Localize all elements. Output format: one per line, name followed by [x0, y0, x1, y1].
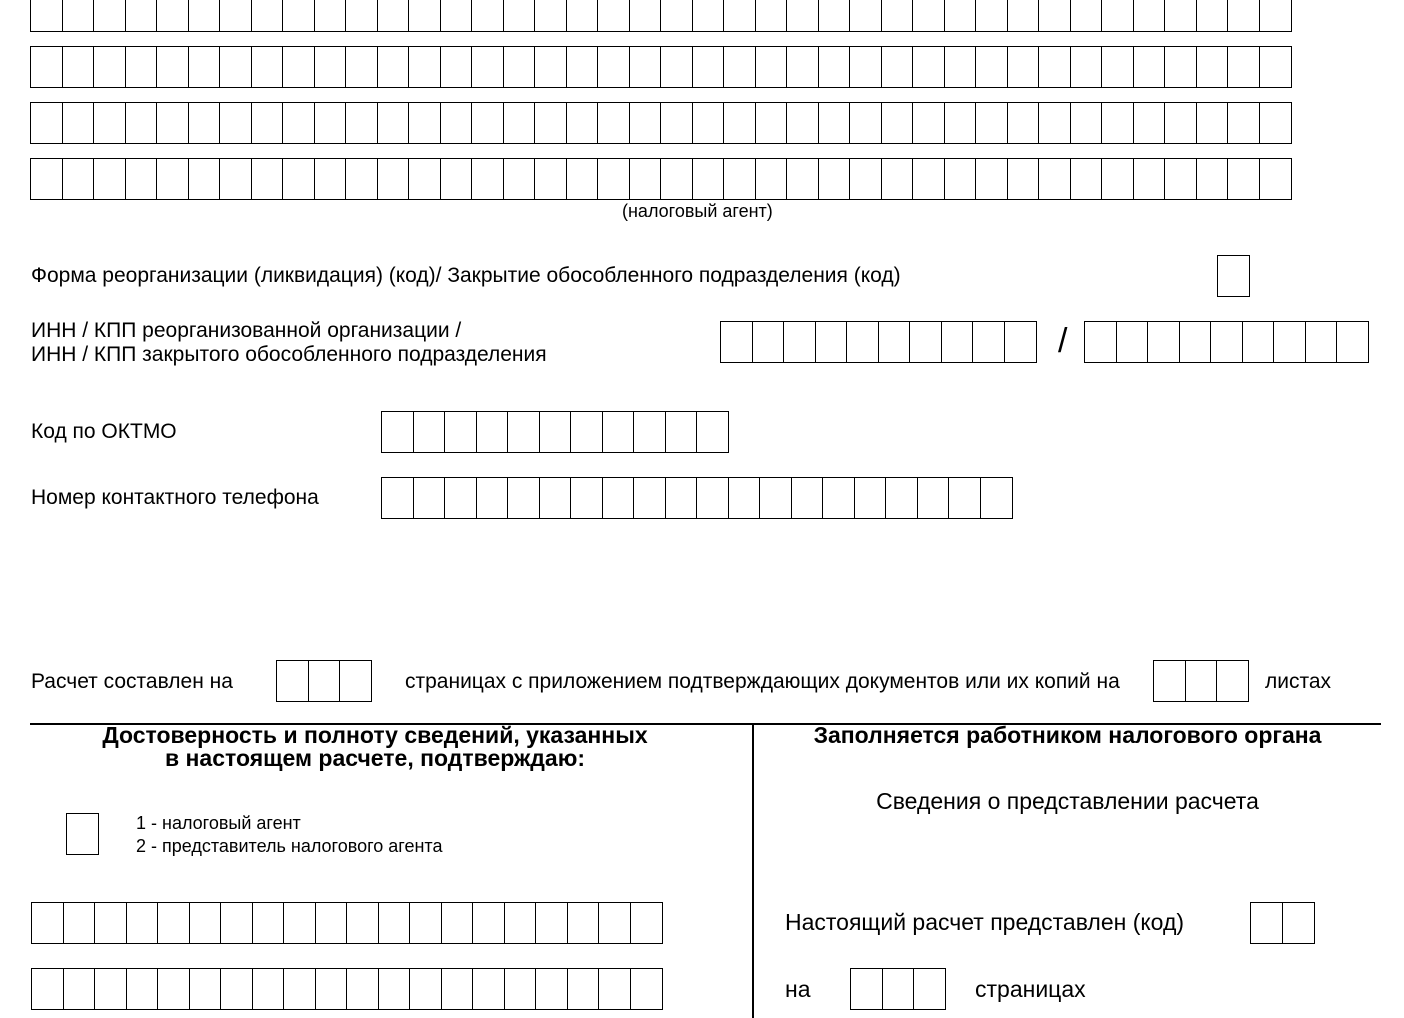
- agent-name-row-2-cell[interactable]: [188, 46, 221, 88]
- agent-name-row-1-cell[interactable]: [503, 0, 536, 32]
- agent-name-row-2-cell[interactable]: [1101, 46, 1134, 88]
- agent-name-row-1-cell[interactable]: [881, 0, 914, 32]
- agent-name-row-3-cell[interactable]: [156, 102, 189, 144]
- agent-name-row-4-cell[interactable]: [944, 158, 977, 200]
- agent-name-row-3-cell[interactable]: [345, 102, 378, 144]
- agent-name-row-3-cell[interactable]: [377, 102, 410, 144]
- agent-name-row-3-cell[interactable]: [30, 102, 63, 144]
- left-header-line1: Достоверность и полноту сведений, указанных: [102, 722, 648, 748]
- signer-name-row-1-cell[interactable]: [535, 902, 568, 944]
- agent-name-row-1-cell[interactable]: [377, 0, 410, 32]
- signer-name-row-1-cell[interactable]: [126, 902, 159, 944]
- pages-middle-label: страницах с приложением подтверждающих документов или их копий на: [405, 670, 1120, 693]
- signer-option-2: 2 - представитель налогового агента: [136, 836, 443, 856]
- agent-name-row-1-cell[interactable]: [188, 0, 221, 32]
- agent-name-row-1-cell[interactable]: [818, 0, 851, 32]
- agent-name-row-2-cell[interactable]: [345, 46, 378, 88]
- signer-name-row-2-cell[interactable]: [535, 968, 568, 1010]
- signer-name-row-2-cell[interactable]: [315, 968, 348, 1010]
- agent-name-row-4-cell[interactable]: [660, 158, 693, 200]
- signer-name-row-1-cell[interactable]: [409, 902, 442, 944]
- oktmo-label: Код по ОКТМО: [31, 420, 177, 443]
- agent-name-row-4-cell[interactable]: [1038, 158, 1071, 200]
- agent-name-row-2-cell[interactable]: [1259, 46, 1292, 88]
- pages-count-grid-cell[interactable]: [339, 660, 372, 702]
- signer-name-row-2-cell[interactable]: [157, 968, 190, 1010]
- agent-name-row-4-cell[interactable]: [1070, 158, 1103, 200]
- kpp-grid-cell[interactable]: [1210, 321, 1243, 363]
- agent-name-row-2-cell[interactable]: [93, 46, 126, 88]
- agent-name-row-2-cell[interactable]: [125, 46, 158, 88]
- agent-name-row-2-cell[interactable]: [1007, 46, 1040, 88]
- reorg-form-code-box-cell[interactable]: [1217, 255, 1250, 297]
- agent-name-row-4-cell[interactable]: [125, 158, 158, 200]
- agent-name-row-3-cell[interactable]: [1070, 102, 1103, 144]
- submission-code-grid-cell[interactable]: [1282, 902, 1315, 944]
- signer-name-row-1-cell[interactable]: [378, 902, 411, 944]
- signer-name-row-2-cell[interactable]: [378, 968, 411, 1010]
- agent-name-row-2-cell[interactable]: [881, 46, 914, 88]
- signer-type-code-box[interactable]: [66, 813, 99, 855]
- submission-pages-grid-cell[interactable]: [850, 968, 883, 1010]
- agent-name-row-2-cell[interactable]: [377, 46, 410, 88]
- agent-name-row-2-cell[interactable]: [156, 46, 189, 88]
- signer-name-row-2-cell[interactable]: [283, 968, 316, 1010]
- kpp-grid-cell[interactable]: [1336, 321, 1369, 363]
- agent-name-row-3-cell[interactable]: [282, 102, 315, 144]
- signer-name-row-2-cell[interactable]: [598, 968, 631, 1010]
- signer-name-row-1-cell[interactable]: [598, 902, 631, 944]
- signer-name-row-2-cell[interactable]: [220, 968, 253, 1010]
- agent-name-row-3-cell[interactable]: [1227, 102, 1260, 144]
- agent-name-row-3-cell[interactable]: [1007, 102, 1040, 144]
- signer-name-row-2-cell[interactable]: [31, 968, 64, 1010]
- agent-name-row-2-cell[interactable]: [282, 46, 315, 88]
- agent-name-row-4-cell[interactable]: [314, 158, 347, 200]
- phone-grid-cell[interactable]: [539, 477, 572, 519]
- agent-name-row-1-cell[interactable]: [345, 0, 378, 32]
- signer-name-row-1-cell[interactable]: [441, 902, 474, 944]
- agent-name-row-1-cell[interactable]: [692, 0, 725, 32]
- signer-name-row-1-cell[interactable]: [315, 902, 348, 944]
- agent-name-row-1-cell[interactable]: [1070, 0, 1103, 32]
- agent-name-row-4-cell[interactable]: [471, 158, 504, 200]
- phone-grid-cell[interactable]: [444, 477, 477, 519]
- agent-name-row-1-cell[interactable]: [62, 0, 95, 32]
- agent-name-row-1-cell[interactable]: [723, 0, 756, 32]
- agent-name-row-3-cell[interactable]: [62, 102, 95, 144]
- kpp-grid-cell[interactable]: [1179, 321, 1212, 363]
- phone-grid[interactable]: [381, 477, 1013, 519]
- agent-name-row-3-cell[interactable]: [1133, 102, 1166, 144]
- phone-grid-cell[interactable]: [413, 477, 446, 519]
- pages-count-grid-cell[interactable]: [276, 660, 309, 702]
- agent-name-row-4-cell[interactable]: [345, 158, 378, 200]
- inn-grid-cell[interactable]: [909, 321, 942, 363]
- agent-name-row-1-cell[interactable]: [566, 0, 599, 32]
- phone-grid-cell[interactable]: [696, 477, 729, 519]
- phone-grid-cell[interactable]: [665, 477, 698, 519]
- agent-name-row-2-cell[interactable]: [314, 46, 347, 88]
- phone-label: Номер контактного телефона: [31, 486, 319, 509]
- signer-name-row-2-cell[interactable]: [409, 968, 442, 1010]
- agent-name-row-4-cell[interactable]: [1007, 158, 1040, 200]
- agent-name-row-1[interactable]: [30, 0, 1292, 32]
- signer-name-row-1[interactable]: [31, 902, 663, 944]
- agent-name-row-3-cell[interactable]: [912, 102, 945, 144]
- agent-name-row-1-cell[interactable]: [1164, 0, 1197, 32]
- agent-name-row-4-cell[interactable]: [503, 158, 536, 200]
- agent-name-row-4-cell[interactable]: [1259, 158, 1292, 200]
- agent-name-row-4-cell[interactable]: [408, 158, 441, 200]
- agent-name-row-3-cell[interactable]: [408, 102, 441, 144]
- agent-name-row-4-cell[interactable]: [786, 158, 819, 200]
- agent-name-row-2-cell[interactable]: [975, 46, 1008, 88]
- submission-pages-suffix: страницах: [975, 976, 1086, 1002]
- oktmo-grid-cell[interactable]: [602, 411, 635, 453]
- agent-name-row-2-cell[interactable]: [62, 46, 95, 88]
- signer-name-row-2-cell[interactable]: [504, 968, 537, 1010]
- agent-name-row-2-cell[interactable]: [534, 46, 567, 88]
- phone-grid-cell[interactable]: [948, 477, 981, 519]
- agent-name-row-1-cell[interactable]: [597, 0, 630, 32]
- agent-name-row-1-cell[interactable]: [849, 0, 882, 32]
- agent-name-row-1-cell[interactable]: [440, 0, 473, 32]
- signer-name-row-1-cell[interactable]: [504, 902, 537, 944]
- agent-name-row-2-cell[interactable]: [1133, 46, 1166, 88]
- agent-name-row-4-cell[interactable]: [188, 158, 221, 200]
- agent-name-row-1-cell[interactable]: [975, 0, 1008, 32]
- agent-name-row-2-cell[interactable]: [30, 46, 63, 88]
- inn-grid-cell[interactable]: [941, 321, 974, 363]
- signer-type-code-box-cell[interactable]: [66, 813, 99, 855]
- agent-name-row-3-cell[interactable]: [944, 102, 977, 144]
- signer-name-row-2-cell[interactable]: [567, 968, 600, 1010]
- agent-name-row-2-cell[interactable]: [219, 46, 252, 88]
- signer-name-row-2-cell[interactable]: [252, 968, 285, 1010]
- agent-name-row-4-cell[interactable]: [282, 158, 315, 200]
- sheets-count-grid-cell[interactable]: [1153, 660, 1186, 702]
- phone-grid-cell[interactable]: [633, 477, 666, 519]
- signer-name-row-2-cell[interactable]: [126, 968, 159, 1010]
- inn-grid-cell[interactable]: [815, 321, 848, 363]
- oktmo-grid-cell[interactable]: [381, 411, 414, 453]
- agent-name-row-1-cell[interactable]: [1101, 0, 1134, 32]
- agent-name-row-1-cell[interactable]: [471, 0, 504, 32]
- agent-name-row-1-cell[interactable]: [30, 0, 63, 32]
- agent-name-row-1-cell[interactable]: [1133, 0, 1166, 32]
- signer-option-1: 1 - налоговый агент: [136, 813, 301, 833]
- signer-name-row-2-cell[interactable]: [63, 968, 96, 1010]
- agent-name-row-1-cell[interactable]: [251, 0, 284, 32]
- pages-prefix-label: Расчет составлен на: [31, 670, 233, 693]
- agent-name-row-3-cell[interactable]: [534, 102, 567, 144]
- inn-grid-cell[interactable]: [846, 321, 879, 363]
- agent-name-row-4-cell[interactable]: [723, 158, 756, 200]
- agent-name-row-1-cell[interactable]: [1038, 0, 1071, 32]
- signer-name-row-2-cell[interactable]: [441, 968, 474, 1010]
- signer-name-row-1-cell[interactable]: [220, 902, 253, 944]
- signer-name-row-2-cell[interactable]: [346, 968, 379, 1010]
- phone-grid-cell[interactable]: [822, 477, 855, 519]
- agent-name-row-1-cell[interactable]: [944, 0, 977, 32]
- agent-name-row-2-cell[interactable]: [944, 46, 977, 88]
- agent-name-row-1-cell[interactable]: [314, 0, 347, 32]
- submission-pages-grid[interactable]: [850, 968, 946, 1010]
- agent-name-row-4-cell[interactable]: [440, 158, 473, 200]
- oktmo-grid-cell[interactable]: [476, 411, 509, 453]
- sheets-count-grid-cell[interactable]: [1216, 660, 1249, 702]
- agent-name-row-1-cell[interactable]: [219, 0, 252, 32]
- submission-code-grid-cell[interactable]: [1250, 902, 1283, 944]
- agent-name-row-4-cell[interactable]: [912, 158, 945, 200]
- agent-name-row-3-cell[interactable]: [1038, 102, 1071, 144]
- agent-name-row-3-cell[interactable]: [660, 102, 693, 144]
- agent-name-row-3-cell[interactable]: [219, 102, 252, 144]
- oktmo-grid[interactable]: [381, 411, 729, 453]
- agent-name-row-2-cell[interactable]: [1164, 46, 1197, 88]
- agent-name-row-4-cell[interactable]: [881, 158, 914, 200]
- agent-name-row-2-cell[interactable]: [566, 46, 599, 88]
- phone-grid-cell[interactable]: [381, 477, 414, 519]
- agent-name-row-3-cell[interactable]: [597, 102, 630, 144]
- agent-name-row-3-cell[interactable]: [881, 102, 914, 144]
- agent-name-row-3-cell[interactable]: [125, 102, 158, 144]
- inn-grid-cell[interactable]: [783, 321, 816, 363]
- inn-kpp-separator: /: [1058, 322, 1068, 360]
- submission-code-label: Настоящий расчет представлен (код): [785, 909, 1185, 935]
- signer-name-row-1-cell[interactable]: [283, 902, 316, 944]
- inn-grid-cell[interactable]: [1004, 321, 1037, 363]
- right-header: Заполняется работником налогового органа: [813, 722, 1322, 748]
- oktmo-grid-cell[interactable]: [539, 411, 572, 453]
- agent-name-row-4-cell[interactable]: [93, 158, 126, 200]
- agent-name-row-4-cell[interactable]: [566, 158, 599, 200]
- agent-name-row-2-cell[interactable]: [1070, 46, 1103, 88]
- signer-name-row-2-cell[interactable]: [630, 968, 663, 1010]
- inn-grid[interactable]: [720, 321, 1037, 363]
- signer-name-row-1-cell[interactable]: [157, 902, 190, 944]
- agent-name-row-1-cell[interactable]: [1259, 0, 1292, 32]
- inn-kpp-label-line1: ИНН / КПП реорганизованной организации /: [31, 319, 462, 342]
- agent-name-row-3-cell[interactable]: [93, 102, 126, 144]
- agent-name-row-4-cell[interactable]: [534, 158, 567, 200]
- agent-name-row-1-cell[interactable]: [629, 0, 662, 32]
- agent-name-row-3-cell[interactable]: [503, 102, 536, 144]
- agent-name-row-3-cell[interactable]: [251, 102, 284, 144]
- oktmo-grid-cell[interactable]: [413, 411, 446, 453]
- agent-name-row-1-cell[interactable]: [755, 0, 788, 32]
- agent-name-row-3-cell[interactable]: [188, 102, 221, 144]
- agent-name-row-4-cell[interactable]: [62, 158, 95, 200]
- agent-name-row-4-cell[interactable]: [1133, 158, 1166, 200]
- kpp-grid[interactable]: [1084, 321, 1369, 363]
- kpp-grid-cell[interactable]: [1305, 321, 1338, 363]
- agent-name-row-2-cell[interactable]: [786, 46, 819, 88]
- pages-count-grid-cell[interactable]: [308, 660, 341, 702]
- kpp-grid-cell[interactable]: [1242, 321, 1275, 363]
- inn-grid-cell[interactable]: [972, 321, 1005, 363]
- agent-name-row-1-cell[interactable]: [1227, 0, 1260, 32]
- phone-grid-cell[interactable]: [728, 477, 761, 519]
- signer-name-row-2-cell[interactable]: [94, 968, 127, 1010]
- agent-name-row-3-cell[interactable]: [629, 102, 662, 144]
- agent-name-row-3-cell[interactable]: [1164, 102, 1197, 144]
- agent-name-row-4-cell[interactable]: [30, 158, 63, 200]
- sheets-count-grid[interactable]: [1153, 660, 1249, 702]
- phone-grid-cell[interactable]: [980, 477, 1013, 519]
- reorg-form-code-box[interactable]: [1217, 255, 1250, 297]
- agent-name-row-2-cell[interactable]: [1038, 46, 1071, 88]
- signer-name-row-1-cell[interactable]: [63, 902, 96, 944]
- kpp-grid-cell[interactable]: [1147, 321, 1180, 363]
- agent-name-row-3[interactable]: [30, 102, 1292, 144]
- agent-name-row-2-cell[interactable]: [912, 46, 945, 88]
- signer-name-row-2-cell[interactable]: [472, 968, 505, 1010]
- agent-name-row-3-cell[interactable]: [755, 102, 788, 144]
- agent-name-row-3-cell[interactable]: [1259, 102, 1292, 144]
- agent-name-row-4-cell[interactable]: [1164, 158, 1197, 200]
- signer-name-row-1-cell[interactable]: [567, 902, 600, 944]
- phone-grid-cell[interactable]: [885, 477, 918, 519]
- agent-name-row-2-cell[interactable]: [503, 46, 536, 88]
- signer-name-row-1-cell[interactable]: [346, 902, 379, 944]
- inn-kpp-label-line2: ИНН / КПП закрытого обособленного подразделения: [31, 343, 547, 366]
- agent-name-row-2[interactable]: [30, 46, 1292, 88]
- agent-name-row-3-cell[interactable]: [1101, 102, 1134, 144]
- oktmo-grid-cell[interactable]: [696, 411, 729, 453]
- agent-name-row-4-cell[interactable]: [1227, 158, 1260, 200]
- reorg-form-label: Форма реорганизации (ликвидация) (код)/ Закрытие обособленного подразделения (код): [31, 264, 901, 287]
- agent-name-row-1-cell[interactable]: [125, 0, 158, 32]
- submission-info-title: Сведения о представлении расчета: [876, 788, 1259, 814]
- phone-grid-cell[interactable]: [507, 477, 540, 519]
- agent-name-row-2-cell[interactable]: [723, 46, 756, 88]
- agent-name-row-4-cell[interactable]: [251, 158, 284, 200]
- phone-grid-cell[interactable]: [791, 477, 824, 519]
- oktmo-grid-cell[interactable]: [444, 411, 477, 453]
- phone-grid-cell[interactable]: [476, 477, 509, 519]
- submission-pages-prefix: на: [785, 976, 811, 1002]
- agent-name-row-2-cell[interactable]: [755, 46, 788, 88]
- oktmo-grid-cell[interactable]: [665, 411, 698, 453]
- agent-name-row-4-cell[interactable]: [975, 158, 1008, 200]
- phone-grid-cell[interactable]: [854, 477, 887, 519]
- pages-suffix-label: листах: [1265, 670, 1332, 693]
- agent-name-row-3-cell[interactable]: [314, 102, 347, 144]
- agent-name-row-1-cell[interactable]: [1007, 0, 1040, 32]
- oktmo-grid-cell[interactable]: [507, 411, 540, 453]
- agent-name-row-2-cell[interactable]: [597, 46, 630, 88]
- agent-name-row-4-cell[interactable]: [597, 158, 630, 200]
- agent-name-row-4-cell[interactable]: [849, 158, 882, 200]
- agent-name-row-4-cell[interactable]: [1101, 158, 1134, 200]
- agent-name-row-3-cell[interactable]: [786, 102, 819, 144]
- phone-grid-cell[interactable]: [917, 477, 950, 519]
- agent-name-row-4-cell[interactable]: [818, 158, 851, 200]
- agent-name-row-4-cell[interactable]: [377, 158, 410, 200]
- agent-name-row-2-cell[interactable]: [440, 46, 473, 88]
- agent-name-row-3-cell[interactable]: [975, 102, 1008, 144]
- agent-caption: (налоговый агент): [622, 201, 773, 221]
- agent-name-row-2-cell[interactable]: [629, 46, 662, 88]
- signer-name-row-1-cell[interactable]: [189, 902, 222, 944]
- agent-name-row-3-cell[interactable]: [849, 102, 882, 144]
- agent-name-row-2-cell[interactable]: [1196, 46, 1229, 88]
- agent-name-row-4-cell[interactable]: [219, 158, 252, 200]
- signer-name-row-1-cell[interactable]: [630, 902, 663, 944]
- agent-name-row-3-cell[interactable]: [566, 102, 599, 144]
- agent-name-row-2-cell[interactable]: [692, 46, 725, 88]
- agent-name-row-1-cell[interactable]: [786, 0, 819, 32]
- agent-name-row-3-cell[interactable]: [1196, 102, 1229, 144]
- agent-name-row-1-cell[interactable]: [282, 0, 315, 32]
- agent-name-row-3-cell[interactable]: [471, 102, 504, 144]
- agent-name-row-2-cell[interactable]: [818, 46, 851, 88]
- inn-grid-cell[interactable]: [720, 321, 753, 363]
- agent-name-row-4-cell[interactable]: [692, 158, 725, 200]
- agent-name-row-2-cell[interactable]: [849, 46, 882, 88]
- agent-name-row-3-cell[interactable]: [440, 102, 473, 144]
- agent-name-row-4-cell[interactable]: [156, 158, 189, 200]
- kpp-grid-cell[interactable]: [1116, 321, 1149, 363]
- signer-name-row-2[interactable]: [31, 968, 663, 1010]
- agent-name-row-1-cell[interactable]: [1196, 0, 1229, 32]
- agent-name-row-4-cell[interactable]: [755, 158, 788, 200]
- signer-name-row-1-cell[interactable]: [252, 902, 285, 944]
- signer-name-row-1-cell[interactable]: [472, 902, 505, 944]
- signer-name-row-1-cell[interactable]: [94, 902, 127, 944]
- signer-name-row-2-cell[interactable]: [189, 968, 222, 1010]
- phone-grid-cell[interactable]: [759, 477, 792, 519]
- submission-pages-grid-cell[interactable]: [882, 968, 915, 1010]
- agent-name-row-2-cell[interactable]: [251, 46, 284, 88]
- agent-name-row-2-cell[interactable]: [471, 46, 504, 88]
- inn-grid-cell[interactable]: [752, 321, 785, 363]
- inn-grid-cell[interactable]: [878, 321, 911, 363]
- pages-count-grid[interactable]: [276, 660, 372, 702]
- kpp-grid-cell[interactable]: [1084, 321, 1117, 363]
- phone-grid-cell[interactable]: [570, 477, 603, 519]
- oktmo-grid-cell[interactable]: [633, 411, 666, 453]
- agent-name-row-3-cell[interactable]: [692, 102, 725, 144]
- agent-name-row-1-cell[interactable]: [534, 0, 567, 32]
- left-header-line2: в настоящем расчете, подтверждаю:: [164, 745, 586, 771]
- agent-name-row-1-cell[interactable]: [156, 0, 189, 32]
- agent-name-row-4-cell[interactable]: [1196, 158, 1229, 200]
- agent-name-row-3-cell[interactable]: [723, 102, 756, 144]
- agent-name-row-1-cell[interactable]: [93, 0, 126, 32]
- agent-name-row-2-cell[interactable]: [1227, 46, 1260, 88]
- oktmo-grid-cell[interactable]: [570, 411, 603, 453]
- sheets-count-grid-cell[interactable]: [1185, 660, 1218, 702]
- agent-name-row-2-cell[interactable]: [660, 46, 693, 88]
- section-divider-vertical: [752, 724, 754, 1018]
- signer-name-row-1-cell[interactable]: [31, 902, 64, 944]
- agent-name-row-4[interactable]: [30, 158, 1292, 200]
- phone-grid-cell[interactable]: [602, 477, 635, 519]
- submission-code-grid[interactable]: [1250, 902, 1315, 944]
- submission-pages-grid-cell[interactable]: [913, 968, 946, 1010]
- agent-name-row-1-cell[interactable]: [912, 0, 945, 32]
- kpp-grid-cell[interactable]: [1273, 321, 1306, 363]
- agent-name-row-3-cell[interactable]: [818, 102, 851, 144]
- agent-name-row-2-cell[interactable]: [408, 46, 441, 88]
- agent-name-row-1-cell[interactable]: [408, 0, 441, 32]
- agent-name-row-1-cell[interactable]: [660, 0, 693, 32]
- agent-name-row-4-cell[interactable]: [629, 158, 662, 200]
